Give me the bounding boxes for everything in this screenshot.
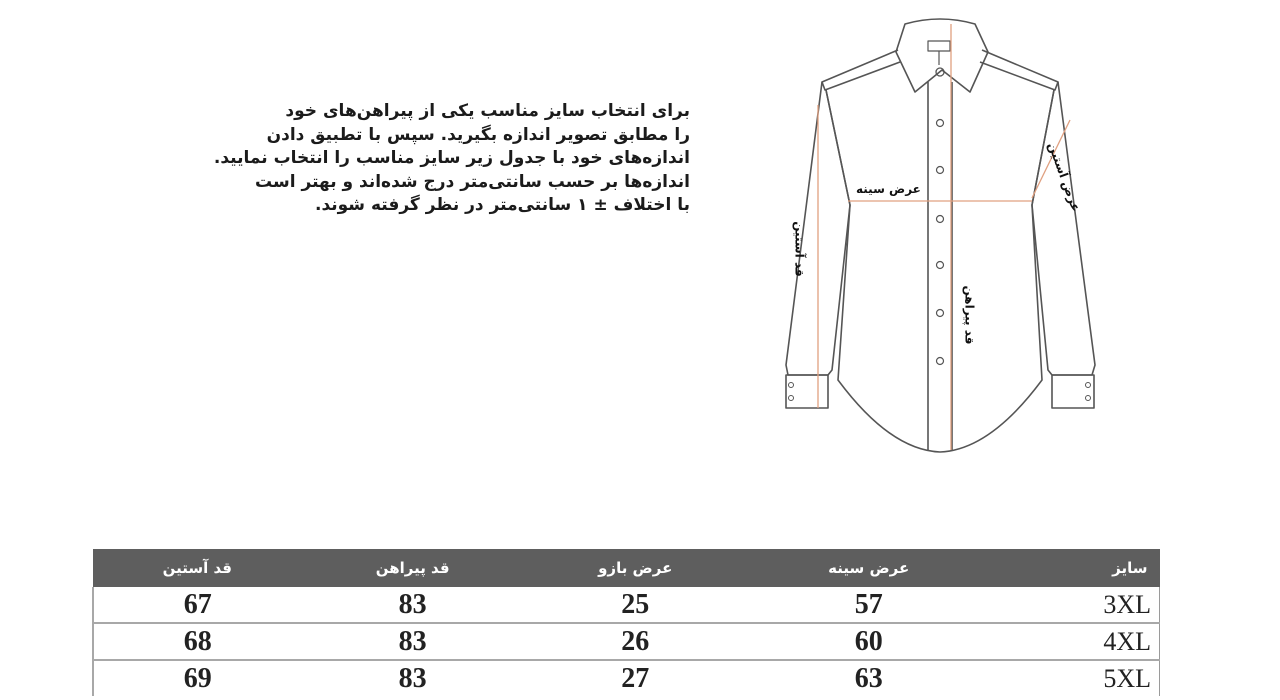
cell-shirt-length: 83: [302, 623, 524, 660]
cell-shirt-length: 83: [302, 587, 524, 623]
instruction-line: برای انتخاب سایز مناسب یکی از پیراهن‌های خود: [285, 101, 690, 121]
header-sleeve-length: قد آستین: [93, 549, 302, 587]
shirt-outline-icon: [770, 10, 1100, 470]
cell-sleeve-length: 67: [93, 587, 302, 623]
table-header-row: [93, 549, 1160, 587]
sleeve-length-label: قد آستین: [792, 221, 807, 277]
header-shirt-length: قد پیراهن: [302, 549, 524, 587]
sleeve-width-label: عرض آستین: [1045, 140, 1084, 214]
size-guide-instructions: [200, 100, 690, 218]
instruction-line: را مطابق تصویر اندازه بگیرید. سپس با تطبیق دادن: [266, 124, 690, 145]
cell-arm-width: 27: [621, 662, 650, 694]
header-size: سایز: [991, 549, 1160, 587]
table-row: [93, 587, 1160, 623]
instruction-line: با اختلاف ± ۱ سانتی‌متر در نظر گرفته شوند.: [314, 195, 690, 215]
shirt-measurement-diagram: [770, 10, 1100, 470]
table-row: [93, 660, 1160, 696]
chest-width-label: عرض سینه: [856, 182, 921, 196]
size-table: [92, 549, 1160, 696]
cell-size: 4XL: [991, 623, 1160, 660]
header-chest-width: عرض سینه: [747, 549, 991, 587]
cell-chest-width: 60: [747, 623, 991, 660]
cell-size: 3XL: [991, 587, 1160, 623]
instruction-line: اندازه‌ها بر حسب سانتی‌متر درج شده‌اند و بهتر است: [255, 171, 690, 192]
table-row: [93, 623, 1160, 660]
cell-sleeve-length: 69: [93, 660, 302, 696]
cell-chest-width: 57: [747, 587, 991, 623]
cell-arm-width: 25: [524, 587, 747, 623]
shirt-length-label: قد پیراهن: [962, 285, 977, 345]
cell-shirt-length: 83: [398, 662, 427, 694]
cell-arm-width: 26: [524, 623, 747, 660]
cell-size: 5XL: [991, 660, 1160, 696]
instruction-line: اندازه‌های خود با جدول زیر سایز مناسب را انتخاب نمایید.: [213, 148, 690, 168]
header-arm-width: عرض بازو: [524, 549, 747, 587]
cell-sleeve-length: 68: [93, 623, 302, 660]
cell-chest-width: 63: [854, 662, 883, 694]
